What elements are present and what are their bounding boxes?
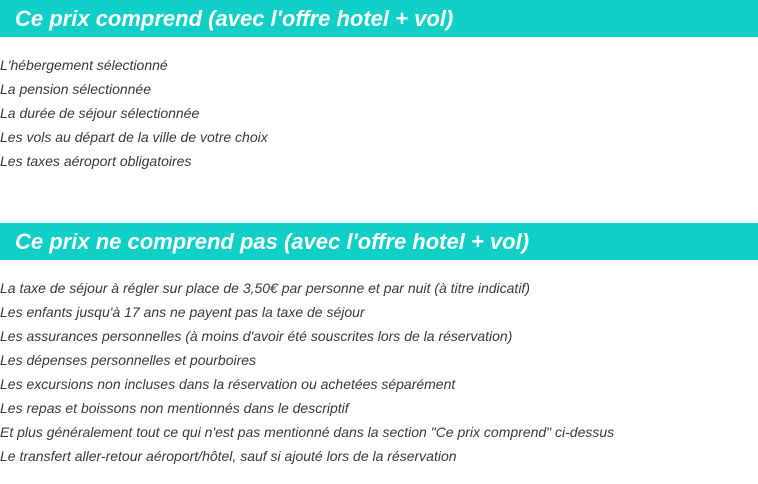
excluded-item: Les repas et boissons non mentionnés dans le descriptif bbox=[0, 400, 349, 416]
included-item: La pension sélectionnée bbox=[0, 81, 152, 97]
included-item: Les vols au départ de la ville de votre choix bbox=[0, 129, 268, 145]
excluded-section-header bbox=[0, 223, 758, 260]
excluded-item: Le transfert aller-retour aéroport/hôtel, sauf si ajouté lors de la réservation bbox=[0, 448, 457, 464]
included-items-list bbox=[0, 55, 268, 175]
included-item: La durée de séjour sélectionnée bbox=[0, 105, 200, 121]
excluded-item: Les assurances personnelles (à moins d'avoir été souscrites lors de la réservation) bbox=[0, 328, 513, 344]
included-section-header bbox=[0, 0, 758, 37]
excluded-item: Les excursions non incluses dans la réservation ou achetées séparément bbox=[0, 376, 456, 392]
excluded-item: Et plus généralement tout ce qui n'est pas mentionné dans la section "Ce prix comprend" ci-dessus bbox=[0, 424, 615, 440]
included-section-title: Ce prix comprend (avec l'offre hotel + vol) bbox=[15, 5, 454, 31]
excluded-item: La taxe de séjour à régler sur place de 3,50€ par personne et par nuit (à titre indicatif) bbox=[0, 280, 530, 296]
excluded-items-list bbox=[0, 278, 614, 470]
excluded-section-title: Ce prix ne comprend pas (avec l'offre hotel + vol) bbox=[15, 228, 530, 254]
excluded-item: Les enfants jusqu'à 17 ans ne payent pas la taxe de séjour bbox=[0, 304, 365, 320]
included-item: Les taxes aéroport obligatoires bbox=[0, 153, 192, 169]
excluded-item: Les dépenses personnelles et pourboires bbox=[0, 352, 257, 368]
included-item: L'hébergement sélectionné bbox=[0, 57, 168, 73]
